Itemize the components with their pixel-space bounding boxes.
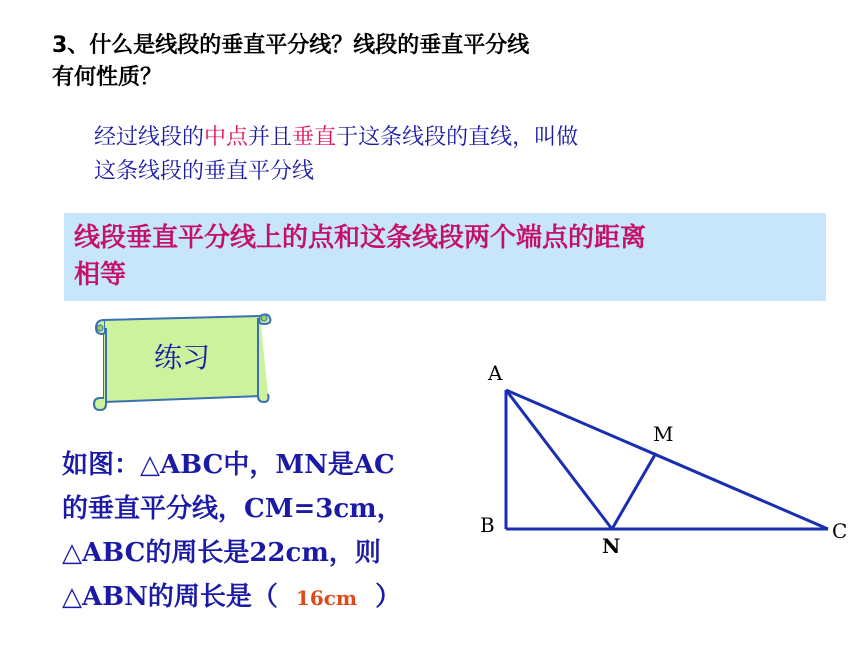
label-n: N (602, 534, 621, 558)
property-text (74, 220, 819, 294)
definition-part-3: 并且 (248, 125, 293, 150)
segment-ac (506, 390, 828, 529)
problem-line-4 (62, 575, 482, 620)
question-heading (52, 30, 692, 94)
definition-part-1: 经过线段的 (94, 125, 205, 150)
problem-line-2: 的垂直平分线，CM=3cm， (62, 494, 403, 524)
segment-an (506, 390, 612, 529)
question-line-1: 3、什么是线段的垂直平分线？线段的垂直平分线 (52, 33, 530, 58)
label-c: C (832, 519, 848, 543)
property-line-1: 线段垂直平分线上的点和这条线段两个端点的距离 (74, 223, 647, 253)
label-b: B (480, 513, 495, 537)
exercise-label: 练习 (153, 341, 210, 374)
problem-line-3: △ABC的周长是22cm，则 (62, 538, 381, 568)
definition-highlight-perpendicular: 垂直 (292, 125, 337, 150)
property-box (64, 213, 826, 301)
problem-line-1: 如图：△ABC中，MN是AC (62, 450, 395, 480)
question-line-2: 有何性质？ (52, 65, 163, 90)
exercise-scroll-banner (92, 306, 272, 414)
property-line-2: 相等 (74, 260, 127, 290)
definition-line-2: 这条线段的垂直平分线 (94, 159, 315, 184)
label-m: M (653, 422, 674, 446)
label-a: A (488, 361, 503, 385)
definition-part-5: 于这条线段的直线，叫做 (336, 125, 579, 150)
answer-value: 16cm (295, 586, 358, 610)
definition-text (94, 121, 794, 189)
problem-line-4-start: △ABN的周长是（ (62, 582, 278, 612)
problem-text (62, 443, 482, 620)
definition-line-1 (94, 121, 794, 155)
segment-mn (612, 453, 656, 529)
definition-highlight-midpoint: 中点 (204, 125, 249, 150)
triangle-diagram (470, 355, 860, 565)
problem-line-4-end: ） (375, 582, 402, 612)
